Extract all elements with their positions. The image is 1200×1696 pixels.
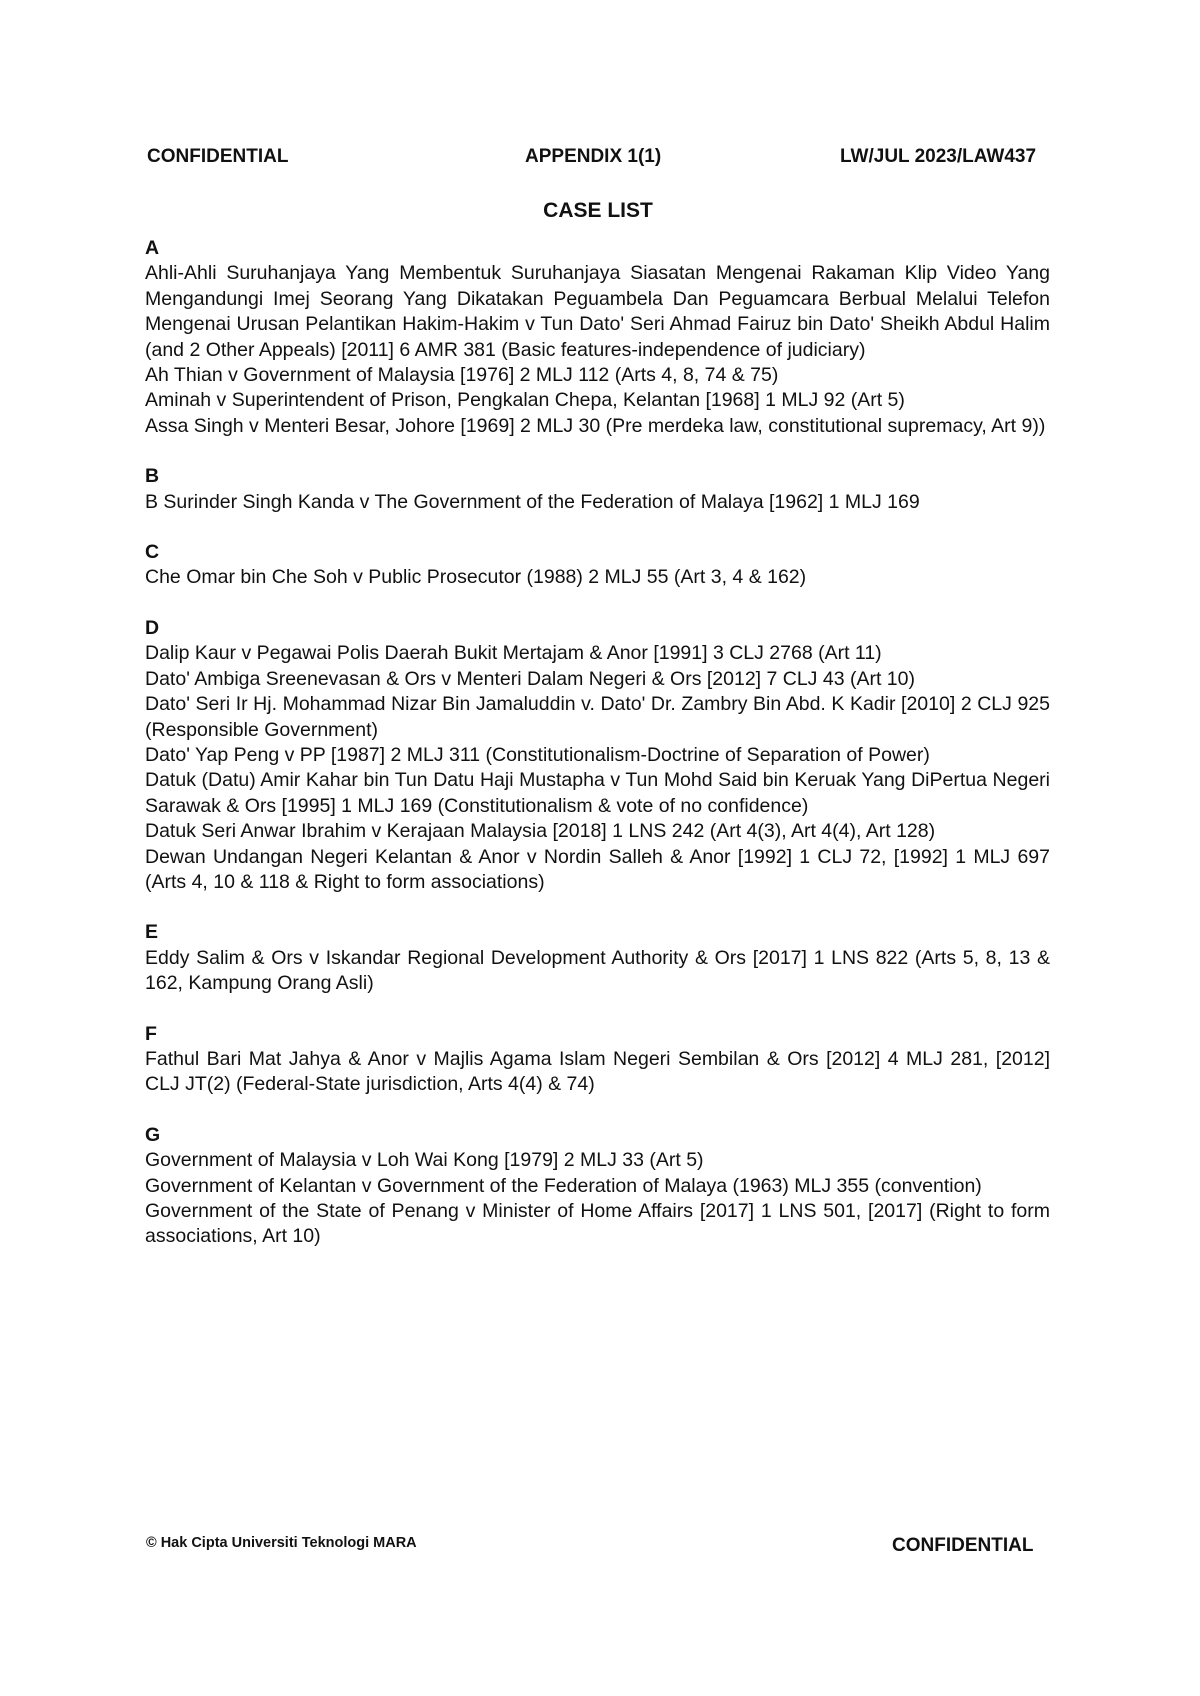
header-confidential: CONFIDENTIAL	[147, 146, 289, 167]
case-entry: Eddy Salim & Ors v Iskandar Regional Development Authority & Ors [2017] 1 LNS 822 (Arts 5, 8, 13 & 162, Kampung Orang Asli)	[145, 946, 1050, 995]
section-a	[145, 236, 1050, 439]
section-letter: C	[145, 541, 160, 564]
section-letter: G	[145, 1123, 161, 1146]
section-b	[145, 464, 1050, 515]
case-entry: Dato' Yap Peng v PP [1987] 2 MLJ 311 (Constitutionalism-Doctrine of Separation of Power)	[145, 743, 930, 766]
case-entry: Dato' Seri Ir Hj. Mohammad Nizar Bin Jamaluddin v. Dato' Dr. Zambry Bin Abd. K Kadir [2010] 2 CLJ 925 (Responsible Government)	[145, 693, 1050, 741]
header-appendix: APPENDIX 1(1)	[525, 146, 662, 167]
footer-copyright: © Hak Cipta Universiti Teknologi MARA	[146, 1535, 417, 1551]
footer-confidential: CONFIDENTIAL	[892, 1535, 1034, 1556]
header-course-code: LW/JUL 2023/LAW437	[840, 146, 1037, 167]
section-letter: E	[145, 921, 159, 944]
page-title: CASE LIST	[543, 199, 653, 222]
section-g	[145, 1123, 1050, 1250]
case-entry: Fathul Bari Mat Jahya & Anor v Majlis Agama Islam Negeri Sembilan & Ors [2012] 4 MLJ 281, [2012] CLJ JT(2) (Federal-State jurisdiction, Arts 4(4) & 74)	[145, 1047, 1050, 1096]
case-entry: Assa Singh v Menteri Besar, Johore [1969] 2 MLJ 30 (Pre merdeka law, constitutional supremacy, Art 9))	[145, 414, 1046, 437]
section-d	[145, 616, 1050, 895]
section-e	[145, 920, 1050, 996]
section-letter: B	[145, 465, 160, 488]
case-entry: Datuk Seri Anwar Ibrahim v Kerajaan Malaysia [2018] 1 LNS 242 (Art 4(3), Art 4(4), Art 128)	[145, 820, 936, 843]
case-entry: Government of the State of Penang v Minister of Home Affairs [2017] 1 LNS 501, [2017] (Right to form associations, Art 10)	[145, 1200, 1050, 1248]
case-entry: Government of Malaysia v Loh Wai Kong [1979] 2 MLJ 33 (Art 5)	[145, 1149, 704, 1172]
case-entry: Datuk (Datu) Amir Kahar bin Tun Datu Haji Mustapha v Tun Mohd Said bin Keruak Yang DiPertua Negeri Sarawak & Ors [1995] 1 MLJ 169 (Constitutionalism & vote of no confidence)	[145, 769, 1050, 817]
section-letter: F	[145, 1022, 157, 1045]
case-entry: Ah Thian v Government of Malaysia [1976] 2 MLJ 112 (Arts 4, 8, 74 & 75)	[145, 364, 779, 387]
case-entry: Dalip Kaur v Pegawai Polis Daerah Bukit Mertajam & Anor [1991] 3 CLJ 2768 (Art 11)	[145, 642, 882, 665]
case-entry: Dewan Undangan Negeri Kelantan & Anor v Nordin Salleh & Anor [1992] 1 CLJ 72, [1992] 1 MLJ 697 (Arts 4, 10 & 118 & Right to form associations)	[145, 845, 1050, 893]
case-list	[145, 236, 1050, 1275]
case-entry: Aminah v Superintendent of Prison, Pengkalan Chepa, Kelantan [1968] 1 MLJ 92 (Art 5)	[145, 389, 905, 412]
case-entry: Government of Kelantan v Government of the Federation of Malaya (1963) MLJ 355 (convention)	[145, 1174, 982, 1197]
section-f	[145, 1022, 1050, 1098]
section-c	[145, 540, 1050, 591]
case-entry: B Surinder Singh Kanda v The Government of the Federation of Malaya [1962] 1 MLJ 169	[145, 490, 920, 513]
section-letter: A	[145, 237, 160, 259]
section-letter: D	[145, 616, 160, 639]
case-entry: Dato' Ambiga Sreenevasan & Ors v Menteri Dalam Negeri & Ors [2012] 7 CLJ 43 (Art 10)	[145, 667, 915, 690]
case-entry: Che Omar bin Che Soh v Public Prosecutor (1988) 2 MLJ 55 (Art 3, 4 & 162)	[145, 566, 807, 589]
case-entry: Ahli-Ahli Suruhanjaya Yang Membentuk Suruhanjaya Siasatan Mengenai Rakaman Klip Video Yang Mengandungi Imej Seorang Yang Dikatakan Peguambela Dan Peguamcara Berbual Melalui Telefon Mengenai Urusan Pelantikan Hakim-Hakim v Tun Dato' Seri Ahmad Fairuz bin Dato' Sheikh Abdul Halim (and 2 Other Appeals) [2011] 6 AMR 381 (Basic features-independence of judiciary)	[145, 262, 1050, 361]
